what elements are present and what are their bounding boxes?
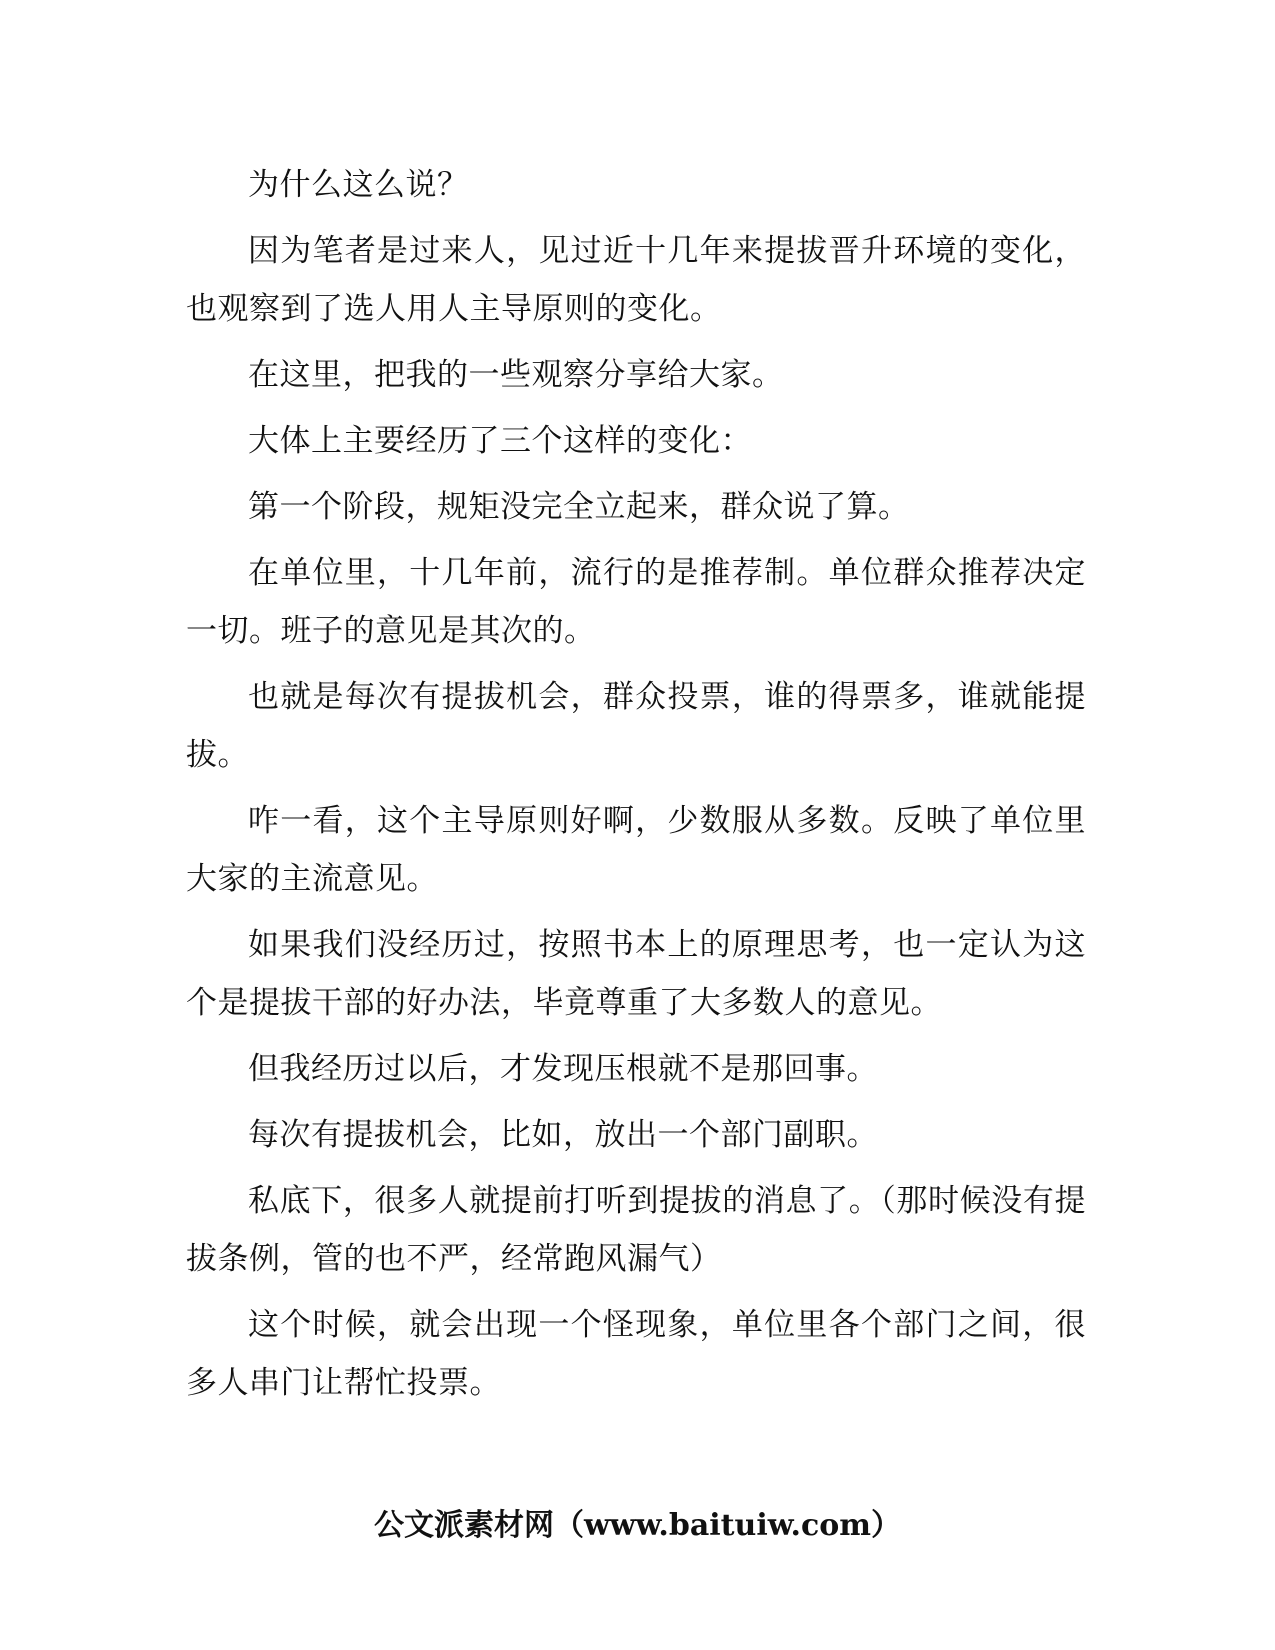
paragraph: 私底下，很多人就提前打听到提拔的消息了。（那时候没有提拔条例，管的也不严，经常跑风漏气） bbox=[186, 1183, 1086, 1277]
paragraph: 这个时候，就会出现一个怪现象，单位里各个部门之间，很多人串门让帮忙投票。 bbox=[186, 1307, 1086, 1401]
paragraph: 在单位里，十几年前，流行的是推荐制。单位群众推荐决定一切。班子的意见是其次的。 bbox=[186, 555, 1086, 649]
paragraph: 每次有提拔机会，比如，放出一个部门副职。 bbox=[248, 1117, 878, 1153]
paragraph: 因为笔者是过来人，见过近十几年来提拔晋升环境的变化，也观察到了选人用人主导原则的变化。 bbox=[186, 233, 1086, 327]
paragraph: 也就是每次有提拔机会，群众投票，谁的得票多，谁就能提拔。 bbox=[186, 679, 1086, 773]
paragraph: 为什么这么说？ bbox=[248, 167, 469, 203]
paragraph: 第一个阶段，规矩没完全立起来，群众说了算。 bbox=[248, 489, 910, 525]
paragraph: 大体上主要经历了三个这样的变化： bbox=[248, 423, 752, 459]
page-footer: 公文派素材网（www.baituiw.com） bbox=[373, 1508, 902, 1543]
paragraph: 咋一看，这个主导原则好啊，少数服从多数。反映了单位里大家的主流意见。 bbox=[186, 803, 1086, 897]
paragraph: 如果我们没经历过，按照书本上的原理思考，也一定认为这个是提拔干部的好办法，毕竟尊重了大多数人的意见。 bbox=[186, 927, 1086, 1021]
paragraph: 但我经历过以后，才发现压根就不是那回事。 bbox=[248, 1051, 878, 1087]
paragraph: 在这里，把我的一些观察分享给大家。 bbox=[248, 357, 784, 393]
document-body bbox=[186, 156, 1086, 1420]
